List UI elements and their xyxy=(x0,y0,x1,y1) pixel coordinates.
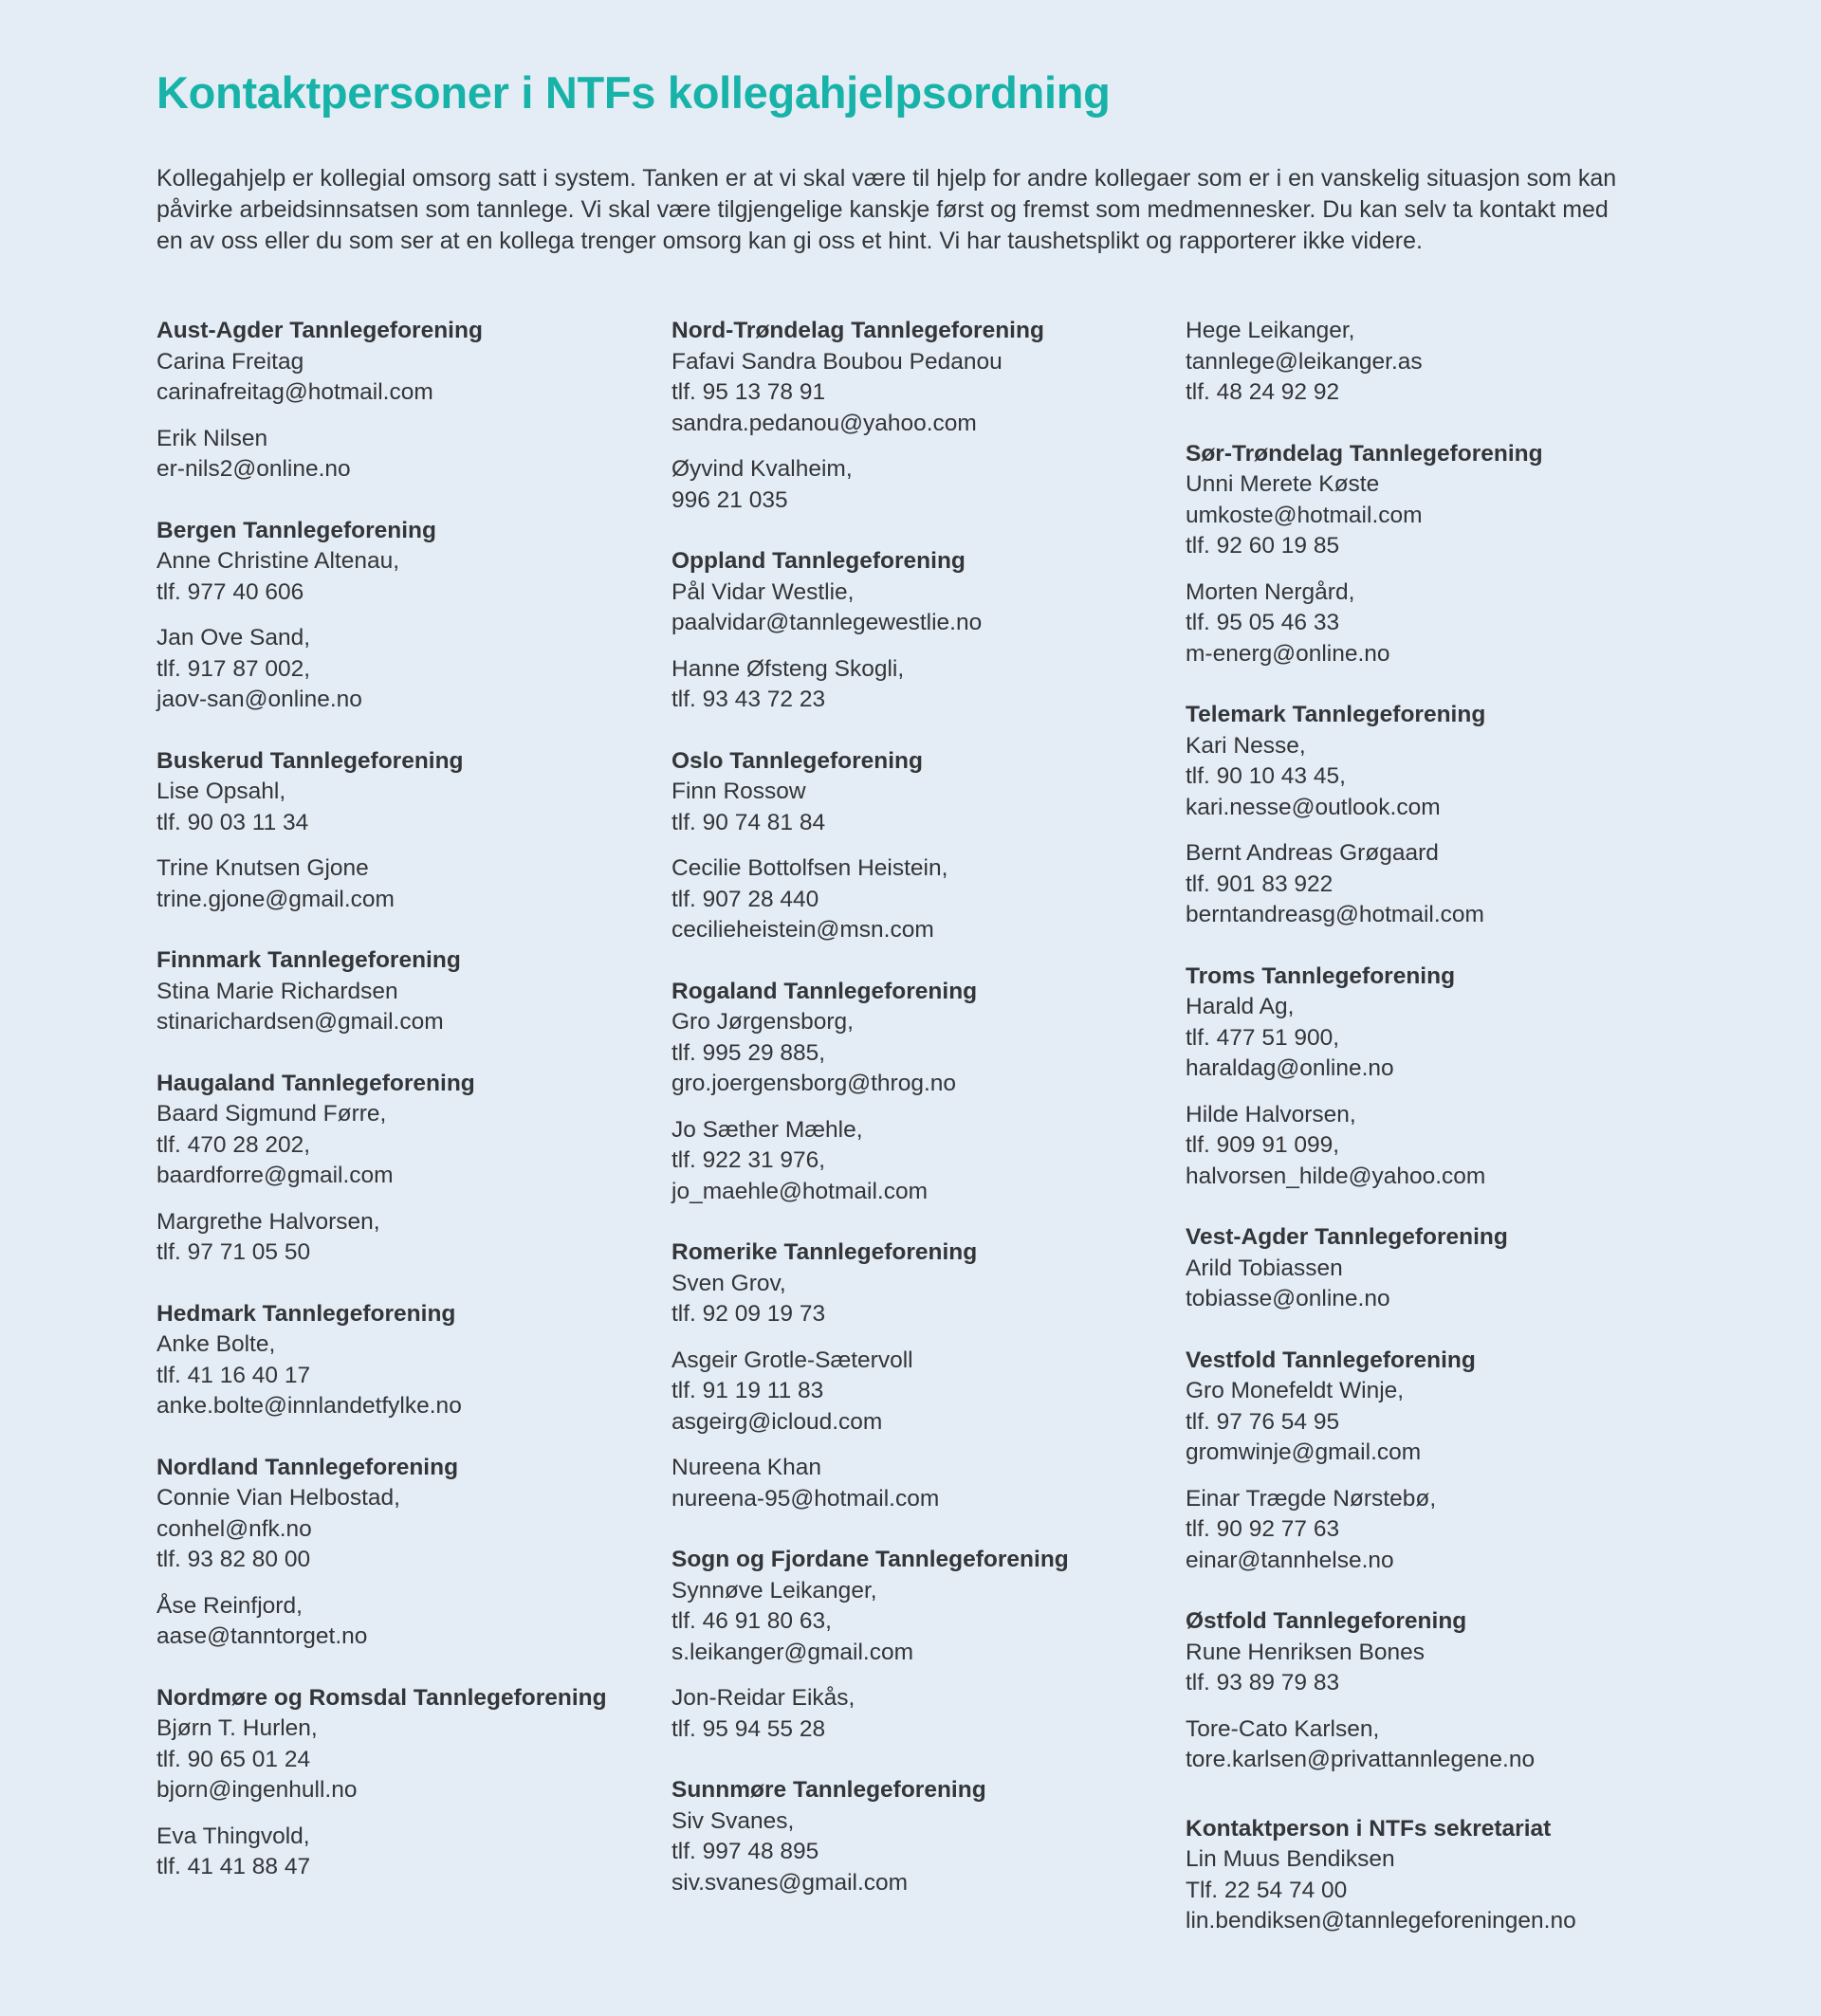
intro-line: en av oss eller du som ser at en kollega trenger omsorg kan gi oss et hint. Vi har taushetsplikt og rapporterer ikke videre. xyxy=(156,228,1423,254)
contact-email[interactable]: tobiasse@online.no xyxy=(1186,1286,1390,1311)
association-group xyxy=(1186,1814,1688,1937)
contact-name: Sven Grov, xyxy=(671,1270,786,1296)
contact-email[interactable]: trine.gjone@gmail.com xyxy=(156,886,395,912)
contact-name: Baard Sigmund Førre, xyxy=(156,1101,387,1127)
contact-person xyxy=(1186,731,1688,824)
association-heading: Haugaland Tannlegeforening xyxy=(156,1070,475,1096)
intro-line: påvirke arbeidsinnsatsen som tannlege. Vi skal være tilgjengelige kanskje først og fremst som medmennesker. Du kan selv ta kontakt med xyxy=(156,196,1609,223)
association-group xyxy=(156,1299,659,1422)
contact-phone: tlf. 907 28 440 xyxy=(671,886,819,912)
contact-phone: tlf. 90 10 43 45, xyxy=(1186,763,1346,789)
contact-person xyxy=(1186,577,1688,670)
contact-email[interactable]: asgeirg@icloud.com xyxy=(671,1408,883,1435)
contact-email[interactable]: tannlege@leikanger.as xyxy=(1186,348,1423,375)
contact-name: Kari Nesse, xyxy=(1186,732,1306,759)
contact-person xyxy=(156,1099,659,1192)
contact-person xyxy=(1186,1638,1688,1699)
contact-phone: tlf. 995 29 885, xyxy=(671,1039,826,1066)
contact-email[interactable]: lin.bendiksen@tannlegeforeningen.no xyxy=(1186,1908,1576,1934)
contact-person xyxy=(1186,1100,1688,1193)
contact-name: Erik Nilsen xyxy=(156,425,268,451)
contact-column-3 xyxy=(1186,316,1688,1968)
association-group xyxy=(1186,316,1688,409)
contact-name: Jan Ove Sand, xyxy=(156,625,311,651)
contact-email[interactable]: cecilieheistein@msn.com xyxy=(671,917,934,943)
contact-name: Harald Ag, xyxy=(1186,994,1295,1019)
association-heading: Kontaktperson i NTFs sekretariat xyxy=(1186,1815,1552,1842)
contact-name: Einar Trægde Nørstebø, xyxy=(1186,1485,1437,1512)
contact-phone: tlf. 97 71 05 50 xyxy=(156,1239,311,1265)
association-group xyxy=(1186,1222,1688,1315)
association-group xyxy=(1186,1606,1688,1776)
contact-phone: tlf. 41 16 40 17 xyxy=(156,1362,311,1388)
contact-person xyxy=(156,424,659,486)
contact-name: Connie Vian Helbostad, xyxy=(156,1485,400,1511)
contact-person xyxy=(1186,1376,1688,1469)
association-group xyxy=(1186,962,1688,1193)
contact-person xyxy=(671,777,1174,838)
association-heading: Nordland Tannlegeforening xyxy=(156,1454,459,1480)
contact-column-2 xyxy=(671,316,1174,1929)
association-group xyxy=(1186,1346,1688,1577)
contact-person xyxy=(156,347,659,409)
contact-name: Øyvind Kvalheim, xyxy=(671,456,853,482)
contact-phone: tlf. 917 87 002, xyxy=(156,655,311,682)
contact-email[interactable]: jaov-san@online.no xyxy=(156,687,362,712)
contact-email[interactable]: siv.svanes@gmail.com xyxy=(671,1869,909,1896)
contact-person xyxy=(156,1591,659,1653)
association-heading: Nord-Trøndelag Tannlegeforening xyxy=(671,318,1044,343)
contact-name: Nureena Khan xyxy=(671,1455,822,1480)
contact-person xyxy=(1186,1254,1688,1315)
contact-email[interactable]: paalvidar@tannlegewestlie.no xyxy=(671,610,983,635)
contact-phone: Tlf. 22 54 74 00 xyxy=(1186,1877,1348,1903)
contact-name: Siv Svanes, xyxy=(671,1807,795,1834)
contact-phone: tlf. 93 82 80 00 xyxy=(156,1547,311,1572)
contact-name: Anke Bolte, xyxy=(156,1331,276,1357)
contact-name: Eva Thingvold, xyxy=(156,1823,310,1849)
contact-column-1 xyxy=(156,316,659,1914)
contact-email[interactable]: er-nils2@online.no xyxy=(156,456,351,482)
contact-name: Gro Monefeldt Winje, xyxy=(1186,1378,1405,1403)
contact-person xyxy=(156,1714,659,1806)
contact-email[interactable]: umkoste@hotmail.com xyxy=(1186,502,1423,528)
contact-name: Pål Vidar Westlie, xyxy=(671,578,855,605)
contact-person xyxy=(1186,838,1688,931)
contact-person xyxy=(1186,1844,1688,1937)
contact-name: Stina Marie Richardsen xyxy=(156,978,398,1004)
association-heading: Rogaland Tannlegeforening xyxy=(671,978,978,1004)
contact-phone: tlf. 97 76 54 95 xyxy=(1186,1408,1340,1435)
association-group xyxy=(1186,439,1688,670)
association-heading: Hedmark Tannlegeforening xyxy=(156,1300,456,1327)
contact-person xyxy=(671,1576,1174,1669)
association-group xyxy=(156,1683,659,1883)
contact-name: Finn Rossow xyxy=(671,779,806,804)
contact-email[interactable]: gro.joergensborg@throg.no xyxy=(671,1071,957,1096)
association-heading: Buskerud Tannlegeforening xyxy=(156,747,464,774)
association-group xyxy=(156,1453,659,1653)
contact-email[interactable]: anke.bolte@innlandetfylke.no xyxy=(156,1393,462,1419)
association-group xyxy=(671,316,1174,516)
contact-email[interactable]: kari.nesse@outlook.com xyxy=(1186,794,1441,820)
association-heading: Troms Tannlegeforening xyxy=(1186,962,1456,989)
association-heading: Bergen Tannlegeforening xyxy=(156,517,436,543)
association-group xyxy=(671,977,1174,1208)
contact-email[interactable]: halvorsen_hilde@yahoo.com xyxy=(1186,1163,1486,1189)
contact-name: Jon-Reidar Eikås, xyxy=(671,1685,855,1711)
intro-line: Kollegahjelp er kollegial omsorg satt i system. Tanken er at vi skal være til hjelp for andre kollegaer som er i en vanskelig situasjon som kan xyxy=(156,165,1617,192)
contact-email[interactable]: baardforre@gmail.com xyxy=(156,1163,394,1188)
contact-name: Bernt Andreas Grøgaard xyxy=(1186,840,1439,866)
contact-name: Jo Sæther Mæhle, xyxy=(671,1116,863,1143)
association-group xyxy=(156,746,659,916)
contact-phone: tlf. 91 19 11 83 xyxy=(671,1378,824,1403)
contact-person xyxy=(156,777,659,838)
contact-name: Fafavi Sandra Boubou Pedanou xyxy=(671,348,1002,375)
contact-phone: tlf. 90 92 77 63 xyxy=(1186,1516,1340,1542)
contact-phone: tlf. 92 60 19 85 xyxy=(1186,533,1340,559)
contact-name: Hege Leikanger, xyxy=(1186,318,1355,343)
contact-email[interactable]: stinarichardsen@gmail.com xyxy=(156,1009,444,1035)
contact-email[interactable]: jo_maehle@hotmail.com xyxy=(671,1178,928,1204)
contact-phone: tlf. 48 24 92 92 xyxy=(1186,379,1340,405)
association-heading: Østfold Tannlegeforening xyxy=(1186,1608,1467,1634)
intro-paragraph xyxy=(156,163,1693,257)
contact-name: Margrethe Halvorsen, xyxy=(156,1208,380,1235)
contact-person xyxy=(671,853,1174,946)
contact-email[interactable]: conhel@nfk.no xyxy=(156,1515,312,1542)
association-heading: Sunnmøre Tannlegeforening xyxy=(671,1777,986,1803)
contact-phone: tlf. 41 41 88 47 xyxy=(156,1854,311,1879)
contact-person xyxy=(671,347,1174,440)
association-group xyxy=(1186,700,1688,931)
contact-phone: tlf. 93 89 79 83 xyxy=(1186,1670,1340,1695)
contact-name: Trine Knutsen Gjone xyxy=(156,855,369,881)
contact-email[interactable]: carinafreitag@hotmail.com xyxy=(156,379,433,405)
contact-name: Unni Merete Køste xyxy=(1186,471,1380,497)
contact-email[interactable]: gromwinje@gmail.com xyxy=(1186,1439,1422,1465)
association-group xyxy=(156,1069,659,1269)
contact-phone: tlf. 477 51 900, xyxy=(1186,1024,1340,1051)
contact-person xyxy=(156,623,659,716)
contact-name: Åse Reinfjord, xyxy=(156,1592,303,1619)
contact-person xyxy=(1186,316,1688,409)
contact-person xyxy=(156,1483,659,1576)
contact-phone: tlf. 95 94 55 28 xyxy=(671,1715,826,1742)
contact-name: Lin Muus Bendiksen xyxy=(1186,1846,1395,1872)
contact-name: Lise Opsahl, xyxy=(156,779,286,804)
contact-email[interactable]: aase@tanntorget.no xyxy=(156,1623,368,1649)
contact-email[interactable]: m-energ@online.no xyxy=(1186,640,1390,667)
contact-phone: tlf. 977 40 606 xyxy=(156,578,304,605)
association-heading: Telemark Tannlegeforening xyxy=(1186,702,1486,727)
association-heading: Vestfold Tannlegeforening xyxy=(1186,1347,1476,1373)
contact-phone: tlf. 93 43 72 23 xyxy=(671,687,826,712)
contact-email[interactable]: haraldag@online.no xyxy=(1186,1055,1394,1081)
contact-phone: tlf. 95 05 46 33 xyxy=(1186,610,1340,635)
contact-person xyxy=(671,1115,1174,1208)
contact-name: Carina Freitag xyxy=(156,348,304,375)
contact-name: Hilde Halvorsen, xyxy=(1186,1101,1356,1127)
contact-person xyxy=(671,1007,1174,1100)
association-heading: Nordmøre og Romsdal Tannlegeforening xyxy=(156,1684,607,1711)
association-heading: Aust-Agder Tannlegeforening xyxy=(156,318,483,343)
contact-email[interactable]: einar@tannhelse.no xyxy=(1186,1547,1394,1573)
association-heading: Vest-Agder Tannlegeforening xyxy=(1186,1224,1508,1250)
contact-name: Rune Henriksen Bones xyxy=(1186,1639,1425,1665)
association-group xyxy=(671,1775,1174,1898)
association-group xyxy=(671,546,1174,716)
contact-phone: tlf. 90 74 81 84 xyxy=(671,809,826,835)
contact-phone: tlf. 90 03 11 34 xyxy=(156,809,309,835)
association-heading: Oppland Tannlegeforening xyxy=(671,548,966,574)
association-heading: Finnmark Tannlegeforening xyxy=(156,947,461,973)
contact-person xyxy=(671,1269,1174,1330)
contact-person xyxy=(1186,1714,1688,1776)
contact-person xyxy=(671,1683,1174,1745)
association-group xyxy=(671,1545,1174,1745)
contact-name: Synnøve Leikanger, xyxy=(671,1577,877,1604)
contact-phone: tlf. 90 65 01 24 xyxy=(156,1746,311,1772)
association-heading: Romerike Tannlegeforening xyxy=(671,1239,978,1265)
contact-phone: tlf. 922 31 976, xyxy=(671,1147,826,1173)
contact-email[interactable]: s.leikanger@gmail.com xyxy=(671,1639,913,1665)
association-heading: Sør-Trøndelag Tannlegeforening xyxy=(1186,440,1543,467)
contact-person xyxy=(671,1346,1174,1439)
contact-phone: tlf. 46 91 80 63, xyxy=(671,1608,832,1634)
contact-person xyxy=(156,1822,659,1883)
contact-person xyxy=(671,454,1174,516)
contact-phone: tlf. 95 13 78 91 xyxy=(671,379,826,405)
contact-email[interactable]: sandra.pedanou@yahoo.com xyxy=(671,410,977,436)
contact-person xyxy=(1186,1484,1688,1577)
contact-email[interactable]: tore.karlsen@privattannlegene.no xyxy=(1186,1747,1536,1772)
contact-person xyxy=(1186,469,1688,562)
contact-person xyxy=(156,1207,659,1269)
contact-name: Hanne Øfsteng Skogli, xyxy=(671,655,905,682)
contact-person xyxy=(156,853,659,915)
contact-person xyxy=(671,1806,1174,1899)
contact-name: Tore-Cato Karlsen, xyxy=(1186,1715,1380,1742)
association-group xyxy=(156,316,659,486)
contact-person xyxy=(156,1329,659,1422)
association-group xyxy=(156,516,659,716)
association-group xyxy=(156,945,659,1038)
contact-name: Bjørn T. Hurlen, xyxy=(156,1715,318,1741)
contact-person xyxy=(156,546,659,608)
contact-name: Gro Jørgensborg, xyxy=(671,1009,854,1035)
contact-person xyxy=(1186,992,1688,1085)
contact-phone: tlf. 92 09 19 73 xyxy=(671,1301,826,1327)
association-group xyxy=(671,1237,1174,1514)
contact-name: Arild Tobiassen xyxy=(1186,1255,1343,1281)
contact-name: Anne Christine Altenau, xyxy=(156,548,400,574)
contact-person xyxy=(671,1453,1174,1514)
contact-phone: tlf. 909 91 099, xyxy=(1186,1132,1340,1158)
contact-person xyxy=(671,654,1174,716)
contact-person xyxy=(671,577,1174,639)
contact-email[interactable]: berntandreasg@hotmail.com xyxy=(1186,902,1484,927)
contact-phone: 996 21 035 xyxy=(671,486,788,513)
association-heading: Sogn og Fjordane Tannlegeforening xyxy=(671,1547,1069,1572)
contact-phone: tlf. 470 28 202, xyxy=(156,1131,311,1158)
contact-name: Asgeir Grotle-Sætervoll xyxy=(671,1347,913,1373)
contact-phone: tlf. 997 48 895 xyxy=(671,1839,819,1864)
contact-email[interactable]: nureena-95@hotmail.com xyxy=(671,1485,940,1512)
contact-name: Cecilie Bottolfsen Heistein, xyxy=(671,855,948,881)
association-heading: Oslo Tannlegeforening xyxy=(671,747,923,774)
contact-phone: tlf. 901 83 922 xyxy=(1186,871,1334,897)
contact-person xyxy=(156,977,659,1038)
page-title: Kontaktpersoner i NTFs kollegahjelpsordning xyxy=(156,67,1111,118)
contact-email[interactable]: bjorn@ingenhull.no xyxy=(156,1777,358,1803)
contact-name: Morten Nergård, xyxy=(1186,578,1355,605)
association-group xyxy=(671,746,1174,946)
